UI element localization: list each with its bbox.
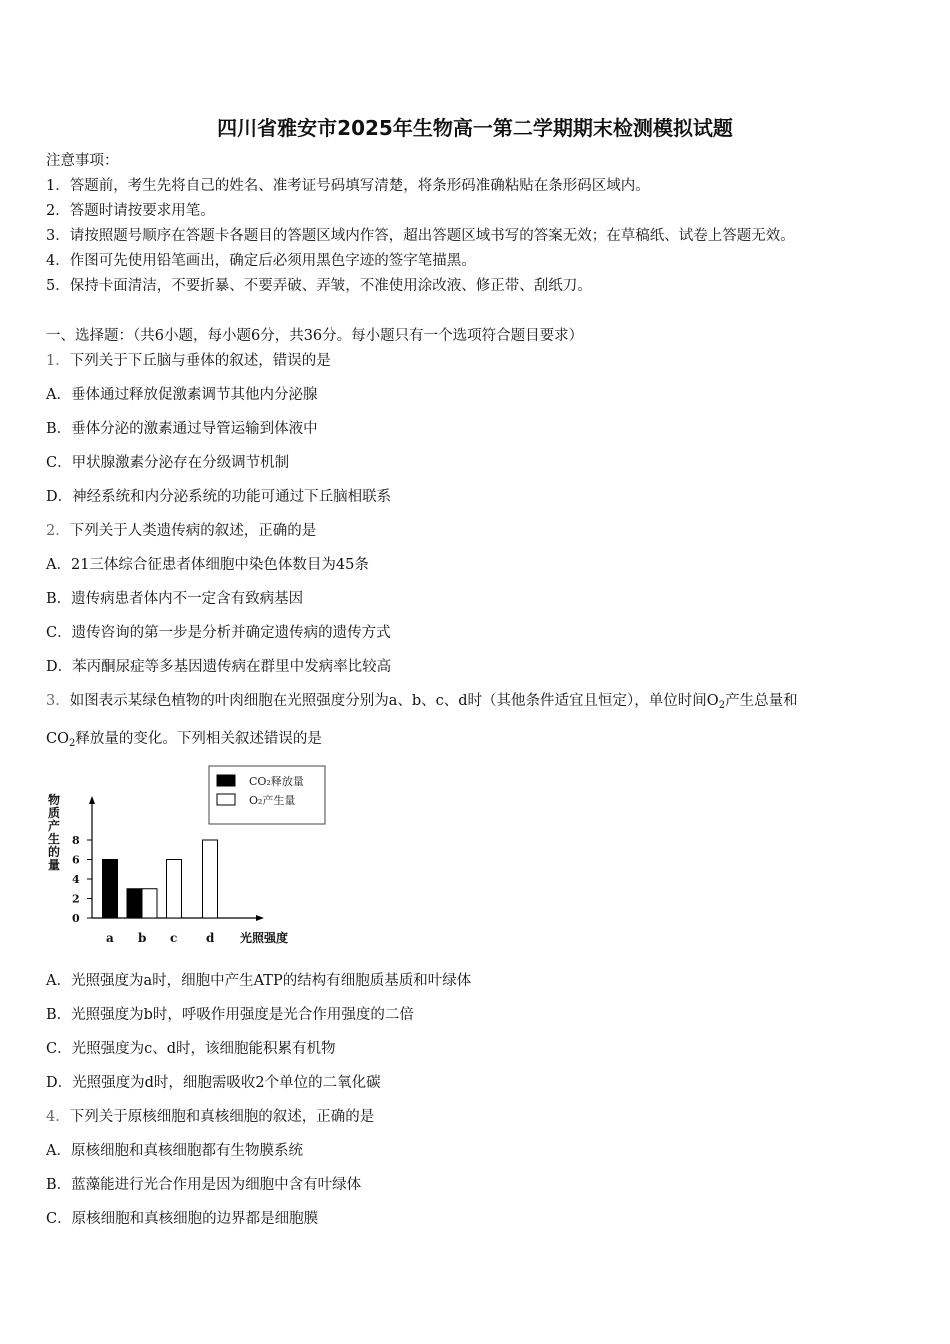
q1-option-a: A．垂体通过释放促激素调节其他内分泌腺 [46, 387, 318, 403]
page-title: 四川省雅安市2025年生物高一第二学期期末检测模拟试题 [217, 116, 733, 140]
notice-item-3: 3．请按照题号顺序在答题卡各题目的答题区域内作答，超出答题区域书写的答案无效；在草稿纸、试卷上答题无效。 [46, 228, 795, 244]
y-axis-label-char: 生 [48, 832, 61, 846]
question-1 [46, 351, 331, 371]
bar-o2 [167, 860, 182, 919]
x-tick-label: d [206, 931, 215, 945]
question-number: 2． [46, 523, 70, 539]
notice-item-2: 2．答题时请按要求用笔。 [46, 203, 215, 219]
y-tick-label: 8 [72, 834, 80, 847]
legend-swatch-co2 [217, 775, 235, 786]
y-axis-label-char: 的 [48, 845, 61, 859]
q3-option-b: B．光照强度为b时，呼吸作用强度是光合作用强度的二倍 [46, 1007, 414, 1023]
q2-option-d: D．苯丙酮尿症等多基因遗传病在群里中发病率比较高 [46, 659, 392, 675]
legend-swatch-o2 [217, 794, 235, 805]
question-4 [46, 1107, 374, 1127]
section-heading: 一、选择题：（共6小题，每小题6分，共36分。每小题只有一个选项符合题目要求） [46, 328, 584, 344]
y-axis-label-char: 量 [48, 858, 61, 872]
legend-label-co2: CO₂释放量 [249, 775, 304, 788]
question-stem-part4: 释放量的变化。下列相关叙述错误的是 [75, 731, 322, 747]
q3-option-c: C．光照强度为c、d时，该细胞能积累有机物 [46, 1041, 336, 1057]
q1-option-d: D．神经系统和内分泌系统的功能可通过下丘脑相联系 [46, 489, 392, 505]
bar-o2 [142, 889, 157, 918]
question-3 [46, 691, 798, 716]
question-stem: 下列关于原核细胞和真核细胞的叙述，正确的是 [69, 1109, 375, 1125]
x-tick-label: b [138, 931, 147, 945]
question-stem-part3: CO [46, 731, 69, 747]
q4-option-a: A．原核细胞和真核细胞都有生物膜系统 [46, 1143, 303, 1159]
q1-option-c: C．甲状腺激素分泌存在分级调节机制 [46, 455, 290, 471]
question-3-continued [46, 729, 322, 754]
subscript: 2 [68, 738, 76, 749]
question-stem-part2: 产生总量和 [725, 693, 798, 709]
notice-item-4: 4．作图可先使用铅笔画出，确定后必须用黑色字迹的签字笔描黑。 [46, 253, 476, 269]
y-axis-arrow [89, 796, 95, 804]
bars [103, 840, 218, 918]
question-number: 1． [46, 353, 70, 369]
question-stem-part1: 如图表示某绿色植物的叶肉细胞在光照强度分别为a、b、c、d时（其他条件适宜且恒定），单位时间O [69, 693, 719, 709]
x-ticks [106, 931, 215, 945]
subscript: 2 [718, 700, 726, 711]
q4-option-b: B．蓝藻能进行光合作用是因为细胞中含有叶绿体 [46, 1177, 362, 1193]
x-tick-label: c [170, 931, 178, 945]
notice-heading: 注意事项： [46, 153, 119, 169]
question-2 [46, 521, 316, 541]
y-tick-label: 4 [72, 873, 80, 886]
q4-option-c: C．原核细胞和真核细胞的边界都是细胞膜 [46, 1211, 319, 1227]
x-axis-label: 光照强度 [240, 931, 289, 945]
y-axis-label [48, 792, 60, 872]
y-axis-label-char: 质 [48, 806, 61, 820]
x-tick-label: a [106, 931, 114, 945]
y-tick-label: 6 [72, 853, 80, 867]
q2-option-b: B．遗传病患者体内不一定含有致病基因 [46, 591, 304, 607]
bar-co2 [127, 889, 142, 918]
q1-option-b: B．垂体分泌的激素通过导管运输到体液中 [46, 421, 318, 437]
notice-item-5: 5．保持卡面清洁，不要折暴、不要弄破、弄皱，不准使用涂改液、修正带、刮纸刀。 [46, 278, 592, 294]
y-axis-label-char: 产 [48, 819, 61, 833]
legend-label-o2: O₂产生量 [249, 794, 296, 807]
q2-option-c: C．遗传咨询的第一步是分析并确定遗传病的遗传方式 [46, 625, 391, 641]
y-tick-label: 0 [72, 912, 80, 925]
notice-item-1: 1．答题前，考生先将自己的姓名、准考证号码填写清楚，将条形码准确粘贴在条形码区域内。 [46, 178, 650, 194]
y-tick-label: 2 [72, 892, 80, 906]
chart-legend [209, 766, 325, 824]
question-number: 3． [46, 693, 70, 709]
y-ticks [72, 834, 92, 925]
x-axis-arrow [256, 915, 264, 921]
bar-chart-svg [44, 760, 334, 950]
question-stem: 下列关于人类遗传病的叙述，正确的是 [69, 523, 317, 539]
bar-co2 [103, 860, 118, 919]
q3-option-d: D．光照强度为d时，细胞需吸收2个单位的二氧化碳 [46, 1075, 381, 1091]
q2-option-a: A．21三体综合征患者体细胞中染色体数目为45条 [46, 557, 369, 573]
y-axis-label-char: 物 [48, 793, 61, 807]
question-number: 4． [46, 1109, 70, 1125]
q3-option-a: A．光照强度为a时，细胞中产生ATP的结构有细胞质基质和叶绿体 [46, 973, 472, 989]
question-stem: 下列关于下丘脑与垂体的叙述，错误的是 [69, 353, 331, 369]
bar-chart [44, 760, 334, 950]
bar-o2 [203, 840, 218, 918]
